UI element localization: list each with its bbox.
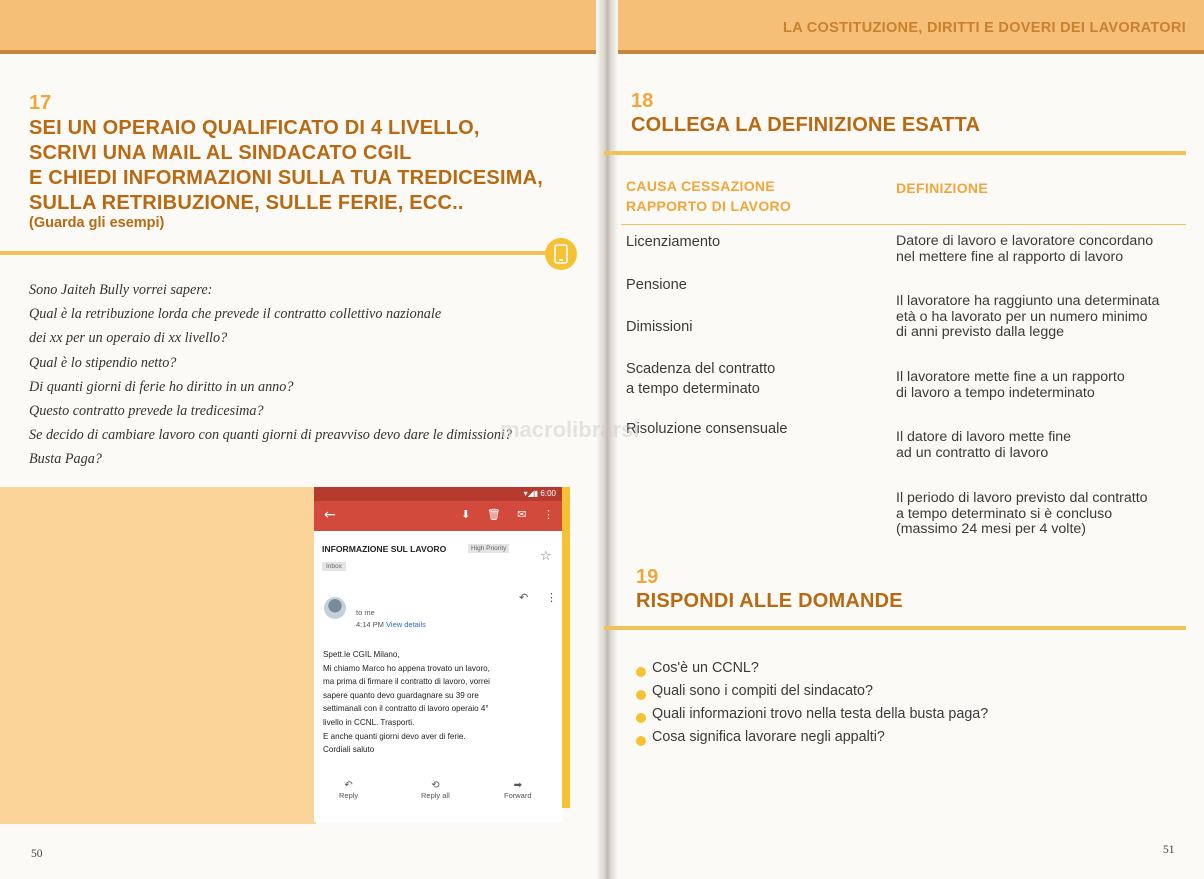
back-arrow-icon[interactable]: ← bbox=[324, 507, 336, 523]
status-bar bbox=[314, 487, 562, 501]
cause-item: Licenziamento bbox=[626, 234, 721, 250]
table-divider bbox=[621, 224, 1186, 225]
letter-line: Sono Jaiteh Bully vorrei sapere: bbox=[29, 282, 213, 298]
cause-line: Scadenza del contratto bbox=[626, 361, 776, 377]
cause-item: Risoluzione consensuale bbox=[626, 421, 788, 437]
forward-icon: ➡ bbox=[513, 780, 522, 791]
question-text: Cosa significa lavorare negli appalti? bbox=[652, 729, 885, 745]
body-line: Spett.le CGIL Milano, bbox=[323, 650, 400, 659]
body-line: Mi chiamo Marco ho appena trovato un lavoro, bbox=[323, 663, 490, 673]
heading-line: CAUSA CESSAZIONE bbox=[626, 178, 775, 194]
cause-column-heading bbox=[626, 176, 791, 216]
reply-icon[interactable]: ↶ bbox=[519, 591, 529, 604]
phone-badge bbox=[545, 238, 577, 270]
section-rule bbox=[0, 251, 552, 255]
forward-button[interactable] bbox=[504, 780, 532, 800]
yellow-panel bbox=[0, 487, 316, 824]
delete-icon[interactable]: 🗑 bbox=[486, 508, 501, 521]
email-toolbar bbox=[314, 501, 562, 531]
reply-all-icon: ⟲ bbox=[431, 780, 440, 791]
mail-icon[interactable]: ✉ bbox=[517, 508, 527, 521]
status-time: 6:00 bbox=[540, 489, 556, 498]
reply-all-button[interactable] bbox=[421, 780, 450, 800]
title-line: SULLA RETRIBUZIONE, SULLE FERIE, ECC.. bbox=[29, 192, 464, 214]
cause-item: Dimissioni bbox=[626, 319, 693, 335]
definition-line: di anni previsto dalla legge bbox=[896, 324, 1064, 340]
body-line: Cordiali saluto bbox=[323, 745, 375, 755]
question-text: Quali informazioni trovo nella testa della busta paga? bbox=[652, 706, 989, 722]
definition-line: nel mettere fine al rapporto di lavoro bbox=[896, 248, 1124, 265]
view-details-link[interactable]: View details bbox=[386, 620, 426, 629]
exercise-17-number: 17 bbox=[29, 92, 52, 114]
title-line: SCRIVI UNA MAIL AL SINDACATO CGIL bbox=[29, 142, 412, 164]
definition-line: a tempo determinato si è concluso bbox=[896, 505, 1113, 522]
letter-line: Di quanti giorni di ferie ho diritto in un anno? bbox=[29, 378, 294, 395]
letter-line: dei xx per un operaio di xx livello? bbox=[29, 330, 228, 347]
email-time: 4:14 PM bbox=[356, 620, 384, 629]
definition-line: di lavoro a tempo indeterminato bbox=[896, 384, 1095, 401]
definition-line: ad un contratto di lavoro bbox=[896, 444, 1049, 461]
question-item bbox=[636, 729, 988, 752]
definition-item bbox=[896, 430, 1071, 461]
recipient-label: to me bbox=[356, 608, 375, 617]
definition-item bbox=[896, 294, 1159, 341]
bullet-icon bbox=[636, 690, 646, 700]
body-line: ma prima di firmare il contratto di lavoro, vorrei bbox=[323, 677, 490, 687]
title-line: SEI UN OPERAIO QUALIFICATO DI 4 LIVELLO, bbox=[29, 117, 480, 139]
reply-button[interactable] bbox=[339, 780, 358, 800]
question-item bbox=[636, 660, 988, 683]
section-rule bbox=[604, 626, 1186, 630]
more-vert-icon[interactable]: ⋮ bbox=[543, 508, 554, 521]
letter-line: Qual è lo stipendio netto? bbox=[29, 354, 177, 371]
section-rule bbox=[604, 151, 1186, 155]
watermark: macrolibrarsi bbox=[500, 417, 640, 442]
forward-label: Forward bbox=[504, 791, 532, 800]
signal-icon: ▾◢▮ bbox=[523, 489, 539, 498]
avatar bbox=[324, 597, 346, 619]
yellow-side-bar bbox=[562, 487, 570, 808]
question-item bbox=[636, 706, 988, 729]
bullet-icon bbox=[636, 713, 646, 723]
email-body bbox=[323, 648, 555, 757]
cause-item bbox=[626, 359, 775, 399]
reply-all-label: Reply all bbox=[421, 791, 450, 800]
email-screenshot bbox=[314, 487, 562, 822]
definition-item bbox=[896, 491, 1148, 538]
letter-line: Se decido di cambiare lavoro con quanti giorni di preavviso devo dare le dimissioni? bbox=[29, 427, 512, 444]
star-icon[interactable]: ☆ bbox=[540, 549, 552, 564]
title-line: E CHIEDI INFORMAZIONI SULLA TUA TREDICESIMA, bbox=[29, 167, 543, 189]
definition-line: Il lavoratore mette fine a un rapporto bbox=[896, 369, 1125, 385]
running-head: LA COSTITUZIONE, DIRITTI E DOVERI DEI LAVORATORI bbox=[783, 20, 1186, 36]
bullet-icon bbox=[636, 736, 646, 746]
definition-line: Datore di lavoro e lavoratore concordano bbox=[896, 233, 1154, 249]
exercise-17-title bbox=[29, 116, 543, 216]
cause-item: Pensione bbox=[626, 277, 687, 293]
priority-tag: High Priority bbox=[468, 544, 509, 553]
inbox-tag: Inbox bbox=[322, 562, 346, 571]
heading-line: RAPPORTO DI LAVORO bbox=[626, 198, 792, 214]
email-time-row bbox=[356, 620, 426, 629]
definition-line: (massimo 24 mesi per 4 volte) bbox=[896, 521, 1087, 537]
reply-icon: ↶ bbox=[344, 780, 353, 791]
reply-label: Reply bbox=[339, 791, 359, 800]
page-number-left: 50 bbox=[31, 848, 43, 860]
page-number-right: 51 bbox=[1163, 844, 1175, 856]
more-vert-icon[interactable]: ⋮ bbox=[546, 591, 557, 604]
question-text: Quali sono i compiti del sindacato? bbox=[652, 683, 873, 699]
definition-line: Il periodo di lavoro previsto dal contratto bbox=[896, 490, 1148, 506]
definition-line: Il datore di lavoro mette fine bbox=[896, 429, 1072, 445]
bullet-icon bbox=[636, 667, 646, 677]
definition-item bbox=[896, 370, 1125, 401]
definition-item bbox=[896, 234, 1153, 265]
exercise-17-subtitle: (Guarda gli esempi) bbox=[29, 215, 165, 231]
body-line: E anche quanti giorni devo aver di ferie. bbox=[323, 731, 466, 741]
archive-icon[interactable]: ⬇ bbox=[461, 508, 471, 521]
cause-line: a tempo determinato bbox=[626, 381, 760, 397]
email-subject: INFORMAZIONE SUL LAVORO bbox=[322, 544, 447, 554]
question-item bbox=[636, 683, 988, 706]
letter-line: Qual è la retribuzione lorda che prevede il contratto collettivo nazionale bbox=[29, 306, 442, 323]
body-line: livello in CCNL. Trasporti. bbox=[323, 717, 415, 727]
exercise-18-title: COLLEGA LA DEFINIZIONE ESATTA bbox=[631, 114, 981, 136]
smartphone-icon bbox=[554, 244, 568, 264]
body-line: settimanali con il contratto di lavoro operaio 4° bbox=[323, 704, 489, 714]
exercise-19-title: RISPONDI ALLE DOMANDE bbox=[636, 590, 903, 612]
right-header-band bbox=[612, 0, 1204, 54]
exercise-19-number: 19 bbox=[636, 566, 659, 588]
letter-line: Busta Paga? bbox=[29, 451, 102, 468]
exercise-18-number: 18 bbox=[631, 90, 654, 112]
body-line: sapere quanto devo guardagnare su 39 ore bbox=[323, 690, 479, 700]
question-text: Cos'è un CCNL? bbox=[652, 660, 759, 676]
left-header-band bbox=[0, 0, 600, 54]
definition-line: età o ha lavorato per un numero minimo bbox=[896, 308, 1148, 325]
question-list bbox=[636, 660, 988, 752]
definition-column-heading: DEFINIZIONE bbox=[896, 180, 988, 196]
definition-line: Il lavoratore ha raggiunto una determinata bbox=[896, 293, 1160, 309]
letter-line: Questo contratto prevede la tredicesima? bbox=[29, 402, 264, 419]
